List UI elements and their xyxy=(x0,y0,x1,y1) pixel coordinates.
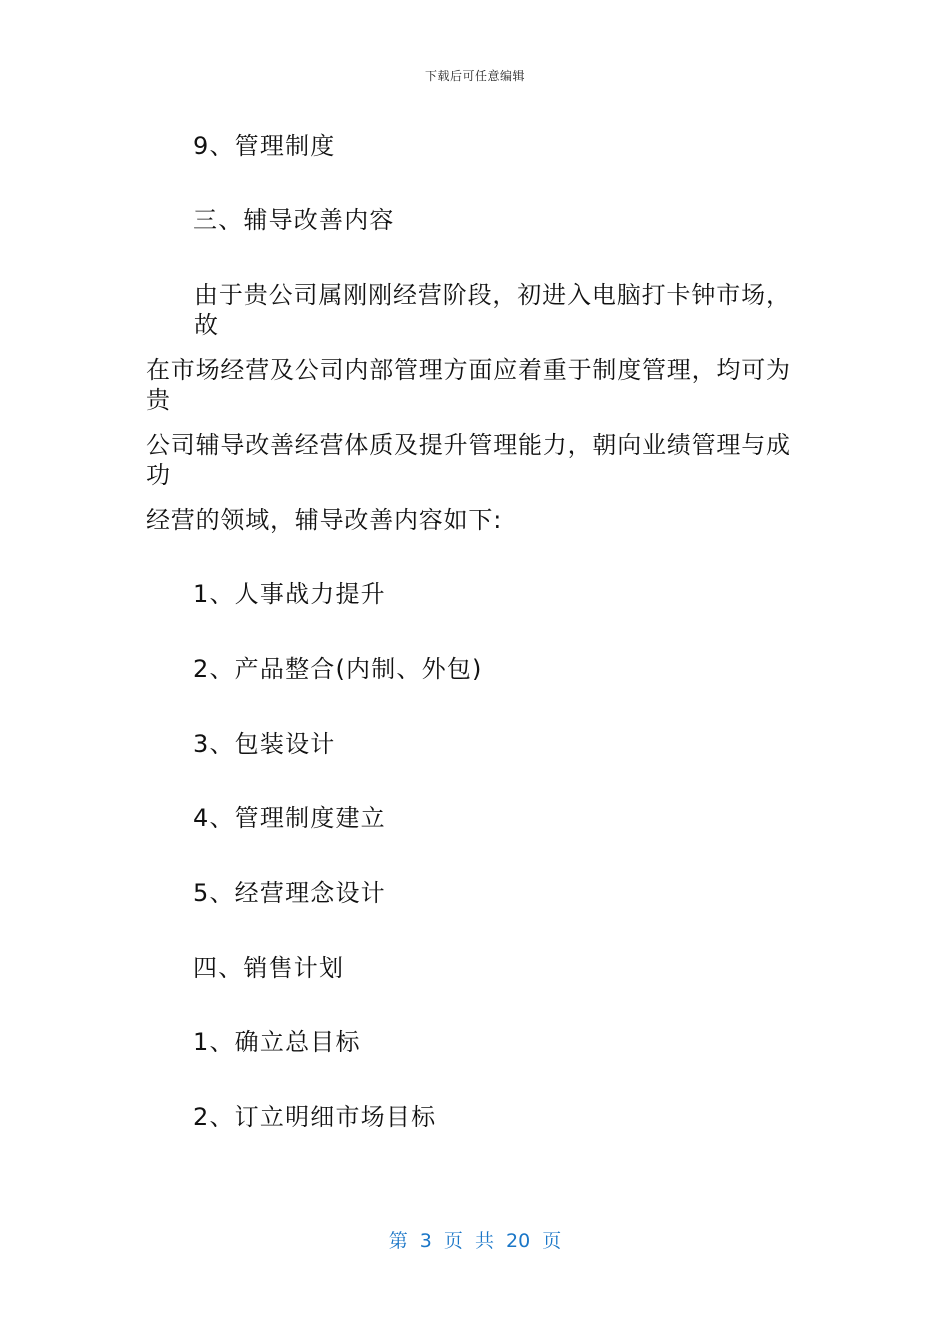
list-item: 4、管理制度建立 xyxy=(193,804,386,832)
list-item: 2、订立明细市场目标 xyxy=(193,1103,437,1131)
section-heading: 三、辅导改善内容 xyxy=(193,206,395,234)
list-item: 1、人事战力提升 xyxy=(193,580,386,608)
list-item: 1、确立总目标 xyxy=(193,1028,361,1056)
footer-prefix: 第 xyxy=(388,1230,408,1252)
footer-middle: 页 共 xyxy=(443,1230,494,1252)
footer-total-pages: 20 xyxy=(506,1230,531,1252)
paragraph-line: 由于贵公司属刚刚经营阶段，初进入电脑打卡钟市场，故 xyxy=(194,281,790,339)
paragraph-line: 公司辅导改善经营体质及提升管理能力，朝向业绩管理与成功 xyxy=(146,431,790,489)
paragraph-line: 经营的领域，辅导改善内容如下: xyxy=(146,506,503,534)
footer-suffix: 页 xyxy=(542,1230,562,1252)
list-item: 5、经营理念设计 xyxy=(193,879,386,907)
footer-current-page: 3 xyxy=(419,1230,432,1252)
list-item: 9、管理制度 xyxy=(193,132,336,160)
list-item: 3、包装设计 xyxy=(193,730,336,758)
paragraph-line: 在市场经营及公司内部管理方面应着重于制度管理，均可为贵 xyxy=(146,356,790,414)
page-footer xyxy=(0,1226,950,1253)
section-heading: 四、销售计划 xyxy=(193,954,345,982)
page-header: 下载后可任意编辑 xyxy=(424,69,525,83)
list-item: 2、产品整合(内制、外包) xyxy=(193,655,483,683)
